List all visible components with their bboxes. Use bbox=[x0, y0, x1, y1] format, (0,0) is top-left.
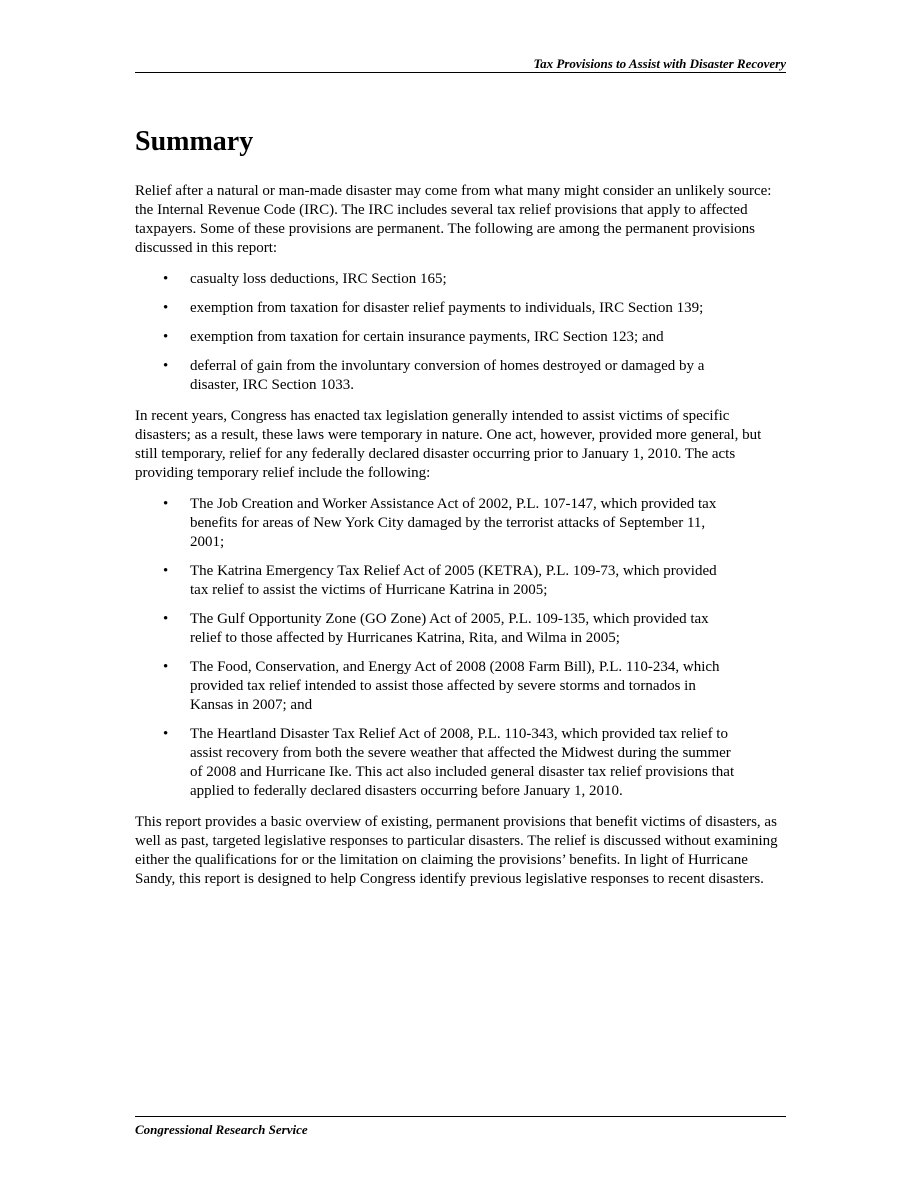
list-item: • exemption from taxation for disaster relief payments to individuals, IRC Section 139; bbox=[135, 299, 787, 318]
list-item: • The Food, Conservation, and Energy Act of 2008 (2008 Farm Bill), P.L. 110-234, which provided tax relief intended to assist those affected by severe storms and tornados in Kansas in 2007; and bbox=[135, 658, 787, 715]
footer-organization: Congressional Research Service bbox=[135, 1122, 308, 1137]
list-item: • exemption from taxation for certain insurance payments, IRC Section 123; and bbox=[135, 328, 787, 347]
page-content bbox=[135, 122, 787, 901]
intro-paragraph: Relief after a natural or man-made disaster may come from what many might consider an unlikely source: the Internal Revenue Code (IRC). The IRC includes several tax relief provisions that apply to affected taxpayers. Some of these provisions are permanent. The following are among the permanent provisions discussed in this report: bbox=[135, 183, 772, 256]
temporary-relief-paragraph: In recent years, Congress has enacted tax legislation generally intended to assist victims of specific disasters; as a result, these laws were temporary in nature. One act, however, provided more general, but still temporary, relief for any federally declared disaster occurring prior to January 1, 2010. The acts providing temporary relief include the following: bbox=[135, 408, 762, 481]
temporary-acts-list bbox=[135, 495, 787, 801]
page-footer bbox=[135, 1116, 786, 1138]
list-item: • casualty loss deductions, IRC Section 165; bbox=[135, 270, 787, 289]
running-header bbox=[135, 55, 786, 73]
permanent-provisions-list bbox=[135, 270, 787, 395]
running-title: Tax Provisions to Assist with Disaster Recovery bbox=[533, 56, 786, 71]
list-item: • The Heartland Disaster Tax Relief Act of 2008, P.L. 110-343, which provided tax relief to assist recovery from both the severe weather that affected the Midwest during the summer of 2008 and Hurricane Ike. This act also included general disaster tax relief provisions that applied to federally declared disasters occurring before January 1, 2010. bbox=[135, 725, 787, 801]
list-item: • The Gulf Opportunity Zone (GO Zone) Act of 2005, P.L. 109-135, which provided tax relief to those affected by Hurricanes Katrina, Rita, and Wilma in 2005; bbox=[135, 610, 787, 648]
closing-paragraph: This report provides a basic overview of existing, permanent provisions that benefit victims of disasters, as well as past, targeted legislative responses to particular disasters. The relief is discussed without examining either the qualifications for or the limitation on claiming the provisions’ benefits. In light of Hurricane Sandy, this report is designed to help Congress identify previous legislative responses to recent disasters. bbox=[135, 814, 778, 887]
list-item: • The Katrina Emergency Tax Relief Act of 2005 (KETRA), P.L. 109-73, which provided tax relief to assist the victims of Hurricane Katrina in 2005; bbox=[135, 562, 787, 600]
list-item: • The Job Creation and Worker Assistance Act of 2002, P.L. 107-147, which provided tax benefits for areas of New York City damaged by the terrorist attacks of September 11, 2001; bbox=[135, 495, 787, 552]
section-heading: Summary bbox=[135, 126, 254, 157]
list-item: • deferral of gain from the involuntary conversion of homes destroyed or damaged by a disaster, IRC Section 1033. bbox=[135, 357, 787, 395]
